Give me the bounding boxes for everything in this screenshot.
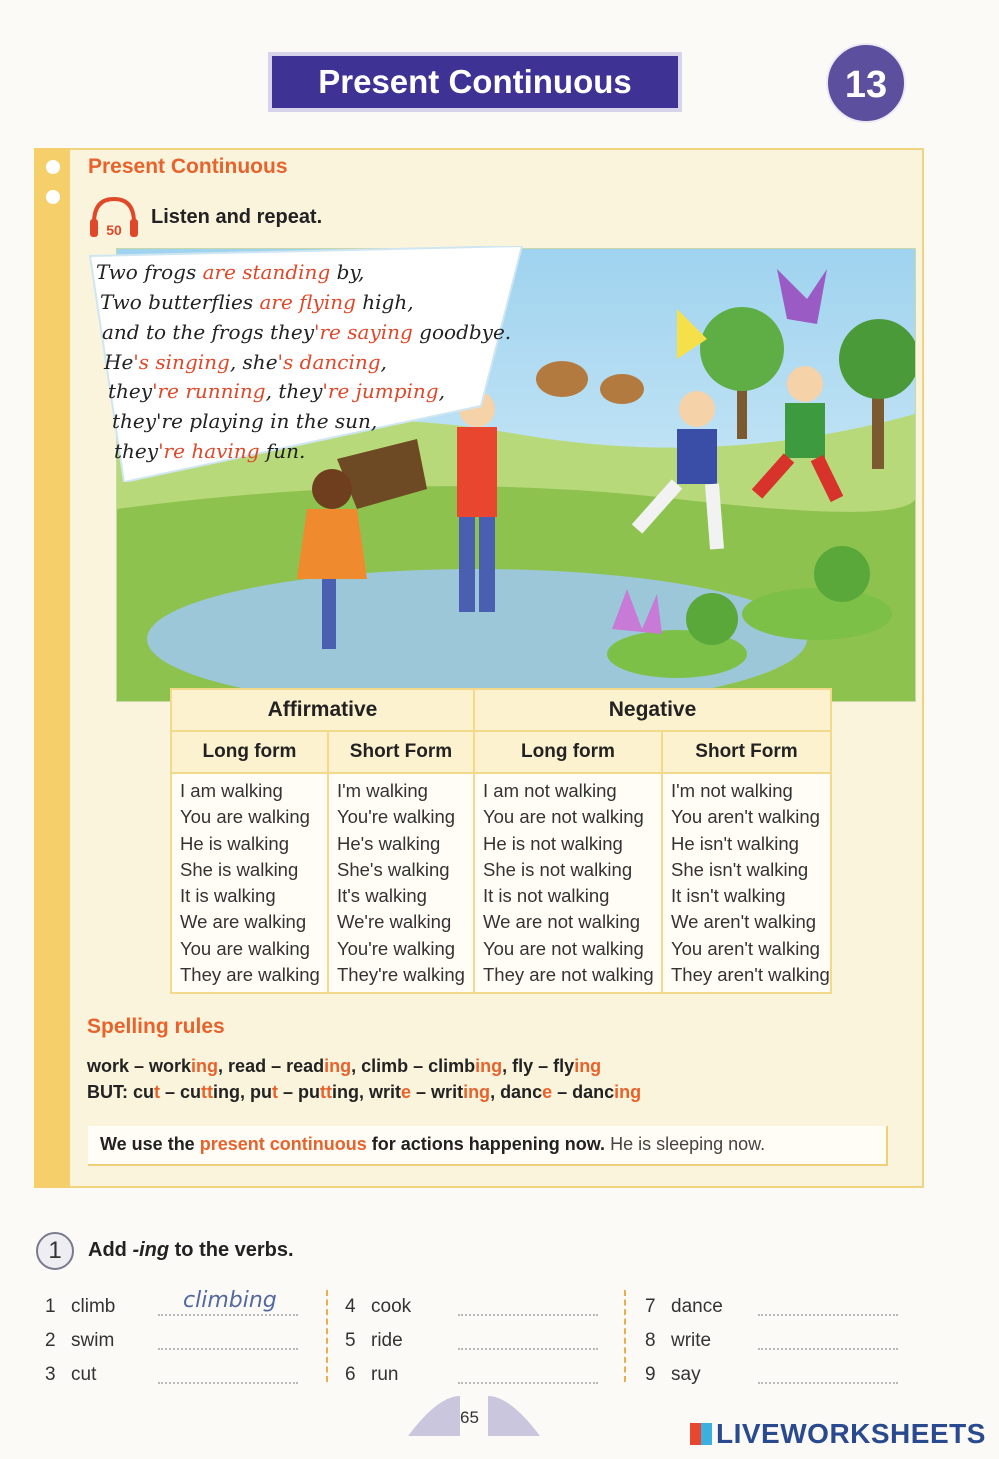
item-verb: write (671, 1330, 712, 1351)
poem-line: Two butterflies are flying high, (100, 290, 414, 314)
column-header: Short Form (328, 731, 474, 773)
table-cell: He isn't walking (671, 832, 799, 854)
table-cell: She's walking (337, 858, 450, 880)
poem-line: they're playing in the sun, (112, 409, 378, 433)
table-cell: They're walking (337, 964, 465, 986)
item-verb: dance (671, 1296, 723, 1317)
negative-long-column (474, 773, 662, 993)
table-cell: He's walking (337, 832, 441, 854)
table-cell: I am not walking (483, 780, 617, 801)
poem-line: He's singing, she's dancing, (104, 350, 387, 374)
table-cell: She is walking (180, 858, 299, 880)
column-header: Long form (171, 731, 328, 773)
column-divider (326, 1290, 328, 1382)
table-cell: I'm walking (337, 780, 428, 801)
affirmative-short-column (328, 773, 474, 993)
item-verb: say (671, 1364, 701, 1385)
affirmative-header: Affirmative (171, 689, 474, 731)
answer-blank[interactable] (158, 1382, 298, 1384)
table-cell: He is walking (180, 832, 289, 854)
item-number: 7 (645, 1296, 656, 1317)
answer-blank[interactable] (158, 1348, 298, 1350)
item-number: 4 (345, 1296, 356, 1317)
table-cell: They aren't walking (671, 964, 830, 986)
answer-blank[interactable] (758, 1348, 898, 1350)
table-cell: He is not walking (483, 832, 623, 854)
item-number: 8 (645, 1330, 656, 1351)
table-cell: You are not walking (483, 806, 644, 828)
poem-line: they're having fun. (114, 439, 306, 463)
item-verb: ride (371, 1330, 403, 1351)
answer-text[interactable]: climbing (183, 1288, 277, 1313)
brand-icon (690, 1423, 712, 1445)
item-number: 3 (45, 1364, 56, 1385)
table-cell: She is not walking (483, 858, 633, 880)
table-cell: She isn't walking (671, 858, 809, 880)
table-cell: It isn't walking (671, 885, 786, 907)
listen-instruction: Listen and repeat. (151, 206, 323, 228)
table-cell: We aren't walking (671, 911, 817, 933)
item-verb: climb (71, 1296, 116, 1317)
table-cell: You're walking (337, 806, 456, 828)
item-number: 6 (345, 1364, 356, 1385)
negative-short-column (662, 773, 831, 993)
table-cell: They are walking (180, 964, 320, 986)
table-cell: I'm not walking (671, 780, 793, 801)
table-cell: You're walking (337, 937, 456, 959)
spelling-rule-line: work – working, read – reading, climb – climbing, fly – flying (87, 1056, 602, 1076)
table-cell: You are not walking (483, 937, 644, 959)
table-cell: We're walking (337, 911, 452, 933)
panel-side-stripe (34, 148, 70, 1188)
page-title: Present Continuous (268, 52, 682, 112)
negative-header: Negative (474, 689, 831, 731)
poem-line: Two frogs are standing by, (96, 260, 365, 284)
table-cell: You aren't walking (671, 937, 820, 959)
affirmative-long-column (171, 773, 328, 993)
table-cell: It is walking (180, 885, 276, 907)
section-title: Present Continuous (88, 155, 288, 178)
answer-blank[interactable] (158, 1314, 298, 1316)
item-number: 5 (345, 1330, 356, 1351)
table-cell: You are walking (180, 937, 310, 959)
answer-blank[interactable] (458, 1382, 598, 1384)
column-divider (624, 1290, 626, 1382)
table-cell: You aren't walking (671, 806, 820, 828)
answer-blank[interactable] (458, 1314, 598, 1316)
exercise-instruction: Add -ing to the verbs. (88, 1239, 294, 1261)
item-number: 2 (45, 1330, 56, 1351)
column-header: Short Form (662, 731, 831, 773)
brand-logo: LIVEWORKSHEETS (690, 1418, 986, 1450)
answer-blank[interactable] (758, 1382, 898, 1384)
table-cell: It is not walking (483, 885, 610, 907)
table-cell: I am walking (180, 780, 283, 801)
exercise-number: 1 (36, 1232, 74, 1270)
table-cell: It's walking (337, 885, 427, 907)
poem-card (86, 246, 526, 482)
answer-blank[interactable] (758, 1314, 898, 1316)
audio-track-number: 50 (106, 222, 122, 238)
table-cell: We are not walking (483, 911, 640, 933)
headphones-audio-icon[interactable] (88, 193, 140, 243)
item-verb: cut (71, 1364, 97, 1385)
unit-number-badge: 13 (826, 43, 906, 123)
table-cell: They are not walking (483, 964, 654, 986)
item-number: 9 (645, 1364, 656, 1385)
usage-rule-text: We use the present continuous for actions happening now. He is sleeping now. (100, 1134, 766, 1154)
item-verb: swim (71, 1330, 115, 1351)
item-verb: cook (371, 1296, 412, 1317)
item-number: 1 (45, 1296, 56, 1317)
table-cell: You are walking (180, 806, 310, 828)
binder-dot (46, 190, 60, 204)
item-verb: run (371, 1364, 399, 1385)
poem-line: and to the frogs they're saying goodbye. (102, 320, 512, 344)
answer-blank[interactable] (458, 1348, 598, 1350)
conjugation-table (170, 688, 832, 994)
binder-dot (46, 160, 60, 174)
table-cell: We are walking (180, 911, 307, 933)
spelling-rules-title: Spelling rules (87, 1015, 225, 1038)
spelling-rule-line: BUT: cut – cutting, put – putting, write – writing, dance – dancing (87, 1082, 642, 1102)
poem-line: they're running, they're jumping, (108, 379, 445, 403)
page-number: 65 (460, 1408, 479, 1427)
column-header: Long form (474, 731, 662, 773)
